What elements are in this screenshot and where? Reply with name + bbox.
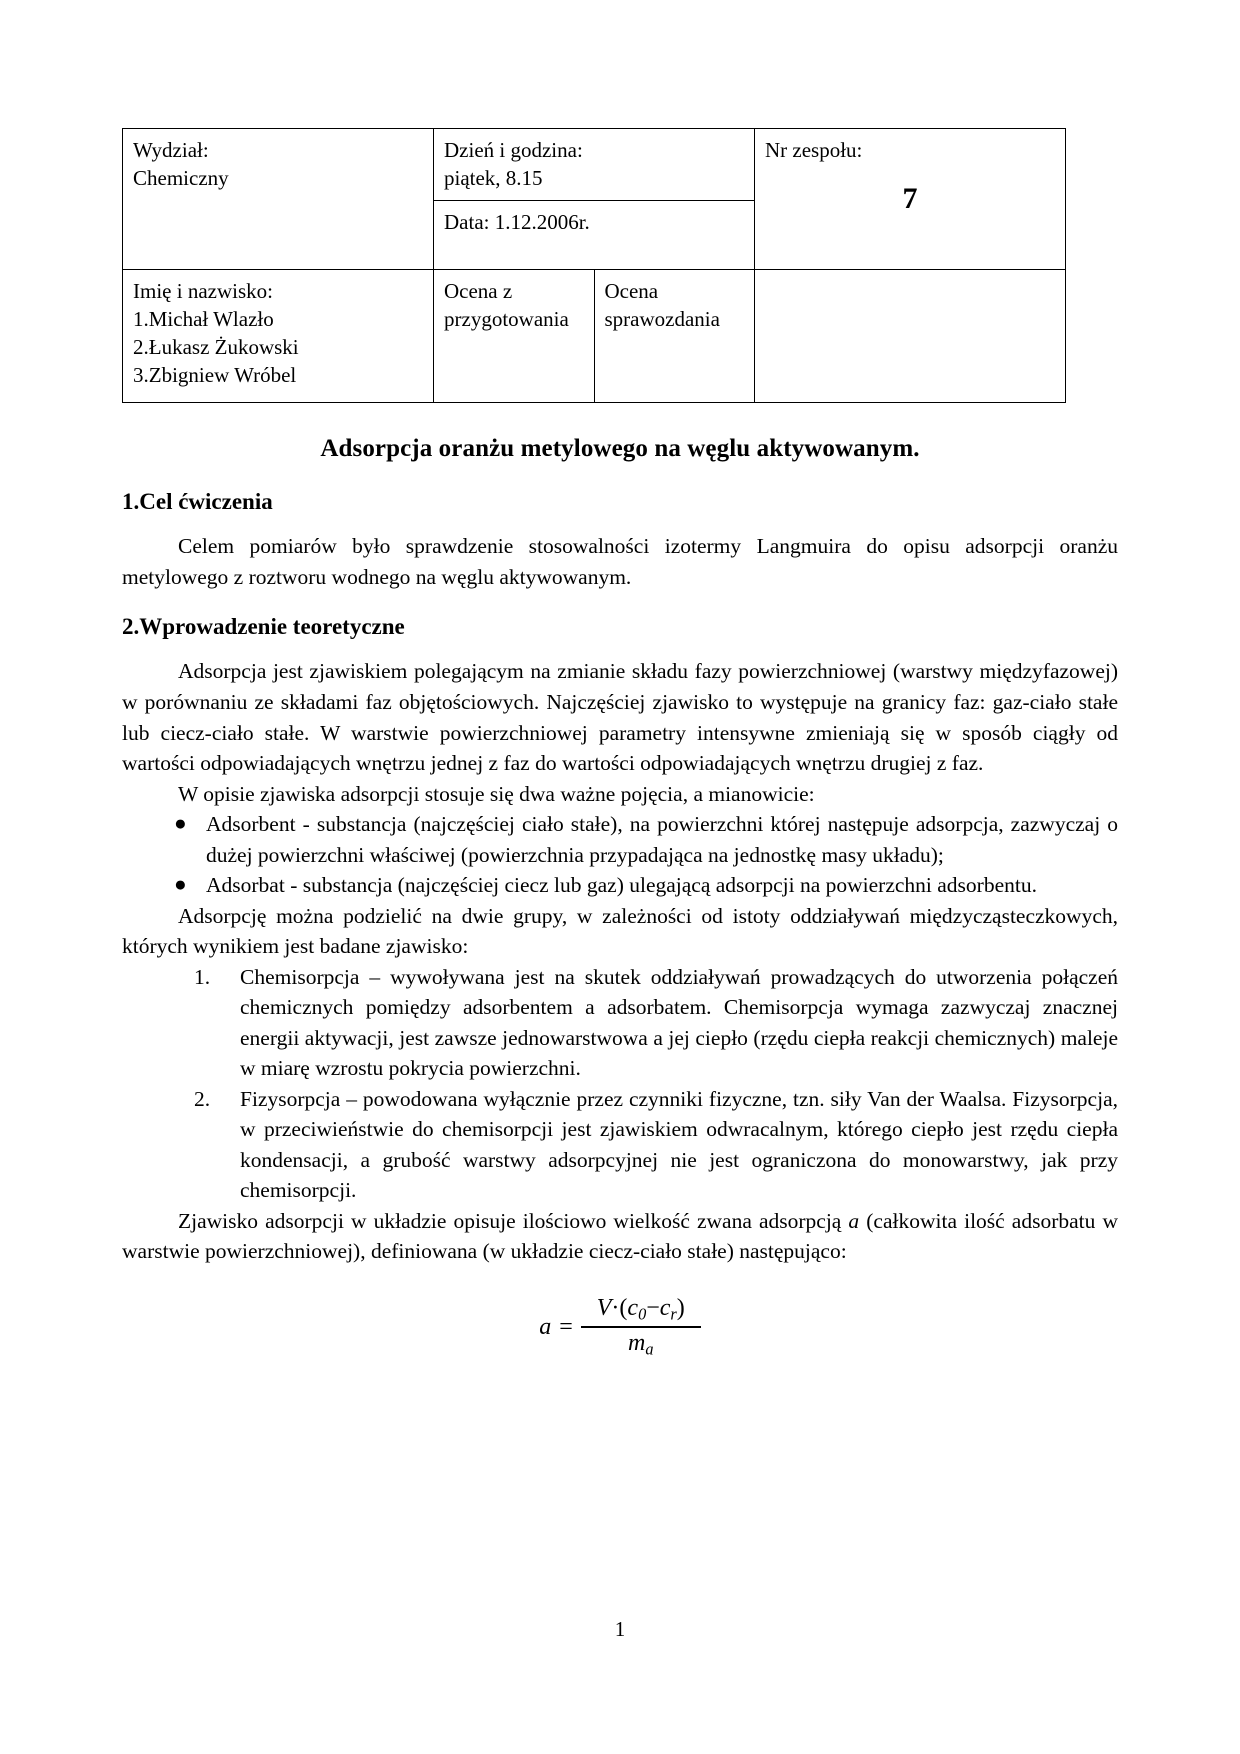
formula-paren-close: ) bbox=[676, 1294, 685, 1321]
paragraph4-text-part1: Zjawisko adsorpcji w układzie opisuje ilościowo wielkość zwana adsorpcją bbox=[178, 1208, 849, 1233]
grade-blank-cell bbox=[755, 270, 1066, 403]
student-name-1: 1.Michał Wlazło bbox=[133, 307, 274, 332]
date-cell: Data: 1.12.2006r. bbox=[434, 201, 755, 270]
formula-paren-open: ( bbox=[619, 1294, 628, 1321]
faculty-value: Chemiczny bbox=[133, 165, 229, 190]
formula-volume: V bbox=[596, 1294, 612, 1321]
formula-mass: m bbox=[628, 1329, 646, 1356]
list-text-fizysorpcja: Fizysorpcja – powodowana wyłącznie przez czynniki fizyczne, tzn. siły Van der Waalsa. Fizysorpcja, w przeciwieństwie do chemisorpcji jest zjawiskiem odwracalnym, którego ciepło jest rzędu ciepła kondensacji, a grubość warstwy adsorpcyjnej nie jest ograniczona do monowarstwy, jak przy chemisorpcji. bbox=[240, 1086, 1118, 1203]
adsorption-types-list bbox=[122, 962, 1118, 1206]
adsorption-formula bbox=[539, 1295, 701, 1360]
students-label: Imię i nazwisko: bbox=[133, 279, 273, 304]
bullet-dot-icon: ● bbox=[174, 811, 187, 836]
wprowadzenie-paragraph-4 bbox=[122, 1206, 1118, 1267]
formula-c0: c bbox=[627, 1294, 639, 1321]
list-item bbox=[122, 809, 1118, 870]
formula-cr-sub: r bbox=[670, 1304, 677, 1324]
list-item bbox=[122, 870, 1118, 901]
section-heading-wprowadzenie: 2.Wprowadzenie teoretyczne bbox=[122, 614, 405, 640]
students-cell bbox=[123, 270, 434, 403]
student-name-2: 2.Łukasz Żukowski bbox=[133, 334, 299, 359]
list-text-chemisorpcja: Chemisorpcja – wywoływana jest na skutek oddziaływań prowadzących do utworzenia połączeń chemicznych pomiędzy adsorbentem a adsorbatem. Chemisorpcja wymaga zazwyczaj znacznej energii aktywacji, jest zawsze jednowarstwowa a jej ciepło (rzędu ciepła reakcji chemicznych) maleje w miarę wzrostu pokrycia powierzchni. bbox=[240, 964, 1118, 1081]
grade-report-cell: Ocena sprawozdania bbox=[594, 270, 755, 403]
faculty-label: Wydział: bbox=[133, 138, 209, 162]
bullet-text-adsorbent: Adsorbent - substancja (najczęściej ciało stałe), na powierzchni której następuje adsorpcja, zazwyczaj o dużej powierzchni właściwej (powierzchnia przypadająca na jednostkę masy układu); bbox=[206, 812, 1118, 867]
day-time-cell bbox=[434, 129, 755, 201]
faculty-cell bbox=[123, 129, 434, 270]
day-time-label: Dzień i godzina: bbox=[444, 138, 583, 162]
formula-numerator bbox=[591, 1295, 691, 1327]
grade-preparation-cell: Ocena z przygotowania bbox=[434, 270, 595, 403]
adsorption-symbol: a bbox=[848, 1208, 860, 1233]
table-row bbox=[123, 270, 1066, 403]
list-marker-1: 1. bbox=[194, 964, 211, 989]
list-marker-2: 2. bbox=[194, 1086, 211, 1111]
student-name-3: 3.Zbigniew Wróbel bbox=[133, 362, 297, 387]
page-number: 1 bbox=[614, 1617, 626, 1641]
wprowadzenie-paragraph-2: W opisie zjawiska adsorpcji stosuje się dwa ważne pojęcia, a mianowicie: bbox=[178, 781, 815, 806]
list-item bbox=[122, 962, 1118, 1084]
list-item bbox=[122, 1084, 1118, 1206]
page-title: Adsorpcja oranżu metylowego na węglu aktywowanym. bbox=[320, 435, 920, 463]
formula-denominator bbox=[622, 1328, 660, 1360]
formula-minus: − bbox=[646, 1294, 660, 1321]
formula-mass-sub: a bbox=[645, 1339, 654, 1359]
formula-dot: · bbox=[611, 1294, 620, 1321]
day-time-value: piątek, 8.15 bbox=[444, 165, 543, 190]
wprowadzenie-paragraph-1: Adsorpcja jest zjawiskiem polegającym na zmianie składu fazy powierzchniowej (warstwy międzyfazowej) w porównaniu ze składami faz objętościowych. Najczęściej zjawisko to występuje na granicy faz: gaz-ciało stałe lub ciecz-ciało stałe. W warstwie powierzchniowej parametry intensywne zmieniają się w sposób ciągły od wartości odpowiadających wnętrzu jednej z faz do wartości odpowiadających wnętrzu drugiej z faz. bbox=[122, 659, 1118, 776]
section-heading-cel: 1.Cel ćwiczenia bbox=[122, 489, 273, 515]
report-header-table bbox=[122, 128, 1066, 403]
formula-c0-sub: 0 bbox=[638, 1304, 647, 1324]
team-number-label: Nr zespołu: bbox=[765, 138, 863, 162]
team-number-value: 7 bbox=[902, 181, 918, 215]
formula-lhs: a bbox=[539, 1313, 552, 1340]
formula-equals: = bbox=[559, 1313, 573, 1340]
formula-cr: c bbox=[659, 1294, 671, 1321]
table-row bbox=[123, 129, 1066, 201]
formula-fraction bbox=[581, 1295, 701, 1360]
bullet-dot-icon: ● bbox=[174, 872, 187, 897]
section-cel-paragraph: Celem pomiarów było sprawdzenie stosowalności izotermy Langmuira do opisu adsorpcji oranżu metylowego z roztworu wodnego na węglu aktywowanym. bbox=[122, 534, 1118, 589]
wprowadzenie-paragraph-3: Adsorpcję można podzielić na dwie grupy, w zależności od istoty oddziaływań międzycząsteczkowych, których wynikiem jest badane zjawisko: bbox=[122, 903, 1118, 959]
bullet-text-adsorbat: Adsorbat - substancja (najczęściej ciecz lub gaz) ulegającą adsorpcji na powierzchni adsorbentu. bbox=[206, 873, 1037, 898]
team-number-cell bbox=[755, 129, 1066, 270]
definitions-bullet-list bbox=[122, 809, 1118, 901]
adsorption-formula-block bbox=[122, 1295, 1118, 1360]
paragraph4-text-part2: (całkowita ilość adsorbatu w warstwie powierzchniowej), definiowana (w układzie ciecz-ciało stałe) następująco: bbox=[122, 1208, 1118, 1264]
